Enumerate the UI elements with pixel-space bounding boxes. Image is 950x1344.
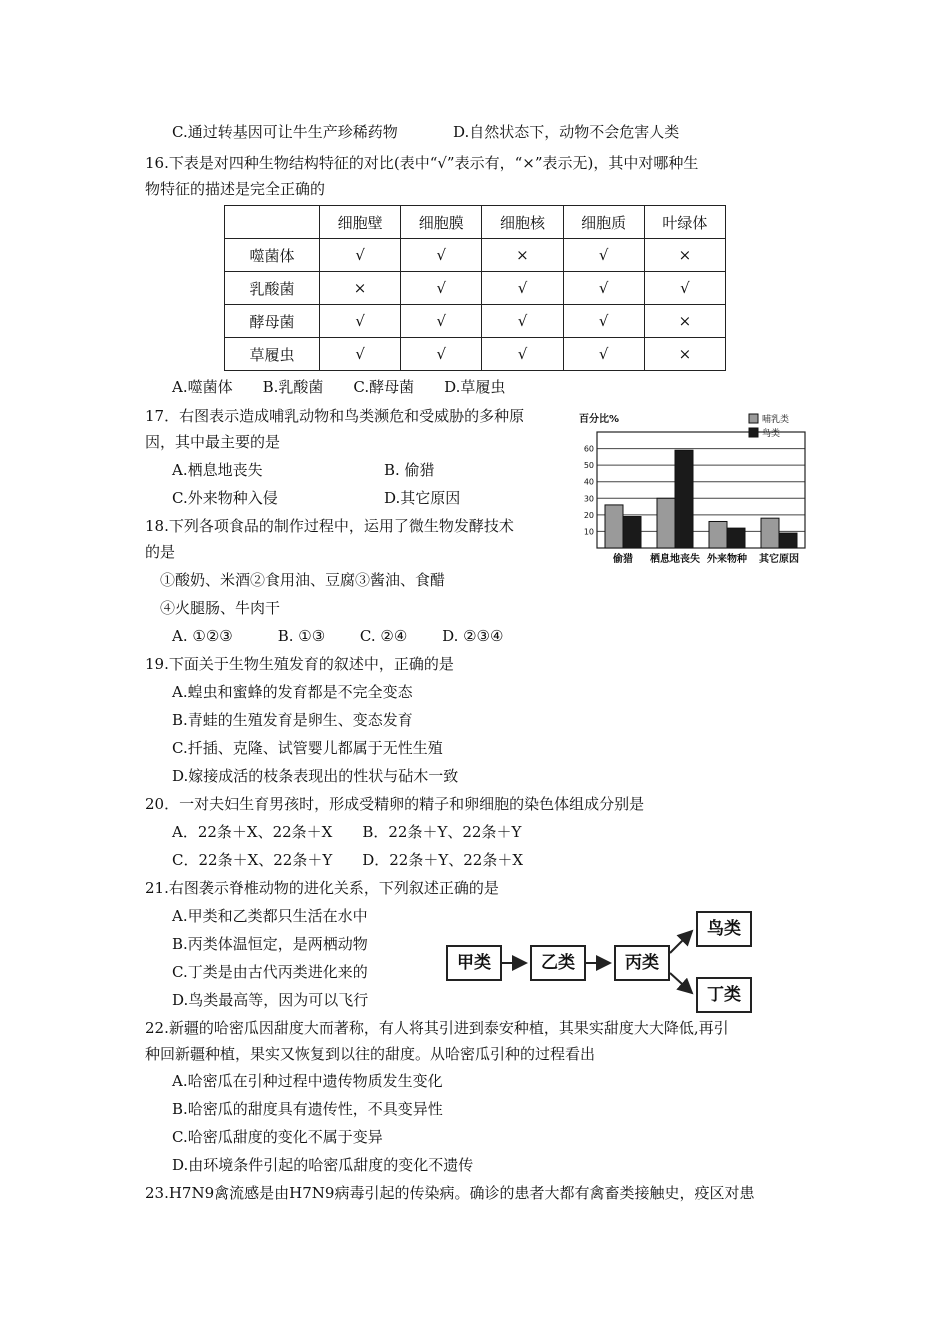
q17-option-c: C.外来物种入侵 <box>172 489 278 507</box>
q22-option-c: C.哈密瓜甜度的变化不属于变异 <box>172 1128 383 1146</box>
table-cell: 乳酸菌 <box>225 272 320 305</box>
table-cell: √ <box>320 338 401 371</box>
q21-option-b: B.丙类体温恒定，是两栖动物 <box>172 935 368 953</box>
q20-stem: 20．一对夫妇生育男孩时，形成受精卵的精子和卵细胞的染色体组成分别是 <box>145 795 645 813</box>
q20-options-ab: A．22条＋X、22条＋X B．22条＋Y、22条＋Y <box>172 823 522 841</box>
x-tick-label: 栖息地丧失 <box>650 554 700 565</box>
q19-option-c: C.扦插、克隆、试管婴儿都属于无性生殖 <box>172 739 443 757</box>
table-row <box>225 239 726 272</box>
q22-option-d: D.由环境条件引起的哈密瓜甜度的变化不遗传 <box>172 1156 474 1174</box>
q21-option-a: A.甲类和乙类都只生活在水中 <box>172 907 368 925</box>
q18-options: A. ①②③ B. ①③ C. ②④ D. ②③④ <box>172 627 504 645</box>
y-tick-label: 10 <box>583 527 594 537</box>
bar-bird <box>727 528 745 548</box>
y-axis-label: 百分比% <box>579 414 620 425</box>
legend-label: 鸟类 <box>762 429 781 439</box>
y-tick-label: 30 <box>583 494 594 504</box>
q22-option-b: B.哈密瓜的甜度具有遗传性，不具变异性 <box>172 1100 443 1118</box>
table-header-row <box>225 206 726 239</box>
q19-option-a: A.蝗虫和蜜蜂的发育都是不完全变态 <box>172 683 413 701</box>
q17-bar-chart <box>575 410 815 575</box>
q18-stem-line2: 的是 <box>145 543 176 561</box>
table-cell: √ <box>401 239 482 272</box>
bar-mammal <box>761 518 779 548</box>
q16-stem-line2: 物特征的描述是完全正确的 <box>145 180 326 198</box>
table-row <box>225 305 726 338</box>
table-cell: √ <box>563 239 644 272</box>
node-yi: 乙类 <box>530 945 586 981</box>
arrow-bing-ding <box>670 973 692 993</box>
table-header-cell: 细胞质 <box>563 206 644 239</box>
q21-evolution-diagram <box>440 905 760 1015</box>
node-niao: 鸟类 <box>696 911 752 947</box>
table-cell: × <box>644 305 725 338</box>
q19-stem: 19.下面关于生物生殖发育的叙述中，正确的是 <box>145 655 454 673</box>
q16-options: A.噬菌体 B.乳酸菌 C.酵母菌 D.草履虫 <box>172 378 506 396</box>
q20-options-cd: C．22条＋X、22条＋Y D．22条＋Y、22条＋X <box>172 851 524 869</box>
legend-swatch <box>749 428 758 437</box>
y-tick-label: 40 <box>583 477 594 487</box>
bar-bird <box>779 533 797 548</box>
diagram-arrows <box>440 905 760 1015</box>
table-header-cell <box>225 206 320 239</box>
q17-stem-line2: 因，其中最主要的是 <box>145 433 281 451</box>
legend-label: 哺乳类 <box>762 415 790 425</box>
x-tick-label: 其它原因 <box>759 554 799 565</box>
q18-stem-line1: 18.下列各项食品的制作过程中，运用了微生物发酵技术 <box>145 517 514 535</box>
table-cell: √ <box>401 338 482 371</box>
table-row <box>225 272 726 305</box>
q16-structure-table <box>224 205 726 371</box>
q15-option-c: C.通过转基因可让牛生产珍稀药物 <box>172 123 398 141</box>
y-tick-label: 60 <box>583 444 594 454</box>
table-cell: √ <box>320 305 401 338</box>
bar-mammal <box>709 521 727 548</box>
x-tick-label: 偷猎 <box>613 554 633 565</box>
table-cell: × <box>644 239 725 272</box>
q17-option-b: B. 偷猎 <box>384 461 435 479</box>
q17-option-a: A.栖息地丧失 <box>172 461 263 479</box>
table-header-cell: 叶绿体 <box>644 206 725 239</box>
q17-stem-line1: 17．右图表示造成哺乳动物和鸟类濒危和受威胁的多种原 <box>145 407 525 425</box>
table-cell: √ <box>482 305 563 338</box>
node-ding: 丁类 <box>696 977 752 1013</box>
q19-option-d: D.嫁接成活的枝条表现出的性状与砧木一致 <box>172 767 459 785</box>
q21-stem: 21.右图袭示脊椎动物的进化关系，下列叙述正确的是 <box>145 879 499 897</box>
bar-chart-svg <box>575 410 815 575</box>
table-cell: 噬菌体 <box>225 239 320 272</box>
node-jia: 甲类 <box>446 945 502 981</box>
table-cell: √ <box>563 305 644 338</box>
table-header-cell: 细胞核 <box>482 206 563 239</box>
q18-items-line1: ①酸奶、米酒②食用油、豆腐③酱油、食醋 <box>160 571 446 589</box>
table-cell: √ <box>644 272 725 305</box>
q22-stem-line1: 22.新疆的哈密瓜因甜度大而著称，有人将其引进到泰安种植，其果实甜度大大降低,再引 <box>145 1019 729 1037</box>
table-header-cell: 细胞壁 <box>320 206 401 239</box>
table-row <box>225 338 726 371</box>
x-tick-label: 外来物种 <box>707 554 747 565</box>
table-cell: √ <box>563 272 644 305</box>
bar-bird <box>623 517 641 548</box>
y-tick-label: 20 <box>583 510 594 520</box>
bar-bird <box>675 450 693 548</box>
q17-option-d: D.其它原因 <box>384 489 461 507</box>
q22-option-a: A.哈密瓜在引种过程中遗传物质发生变化 <box>172 1072 443 1090</box>
y-tick-label: 50 <box>583 461 594 471</box>
q21-option-d: D.鸟类最高等，因为可以飞行 <box>172 991 369 1009</box>
table-cell: 酵母菌 <box>225 305 320 338</box>
table-header-cell: 细胞膜 <box>401 206 482 239</box>
table-cell: √ <box>482 338 563 371</box>
legend-swatch <box>749 414 758 423</box>
bar-mammal <box>605 505 623 548</box>
table-cell: √ <box>401 272 482 305</box>
table-cell: √ <box>482 272 563 305</box>
table-cell: 草履虫 <box>225 338 320 371</box>
q19-option-b: B.青蛙的生殖发育是卵生、变态发育 <box>172 711 413 729</box>
q15-option-d: D.自然状态下，动物不会危害人类 <box>453 123 680 141</box>
q22-stem-line2: 种回新疆种植，果实又恢复到以往的甜度。从哈密瓜引种的过程看出 <box>145 1045 596 1063</box>
node-bing: 丙类 <box>614 945 670 981</box>
q23-stem: 23.H7N9禽流感是由H7N9病毒引起的传染病。确诊的患者大都有禽畜类接触史，疫区对患 <box>145 1184 755 1202</box>
q18-items-line2: ④火腿肠、牛肉干 <box>160 599 281 617</box>
table-cell: √ <box>401 305 482 338</box>
bar-mammal <box>657 498 675 548</box>
table-cell: × <box>320 272 401 305</box>
table-cell: √ <box>320 239 401 272</box>
q16-stem-line1: 16.下表是对四种生物结构特征的对比(表中“√”表示有，“×”表示无)，其中对哪种生 <box>145 154 699 172</box>
table-cell: × <box>482 239 563 272</box>
q21-option-c: C.丁类是由古代丙类进化来的 <box>172 963 368 981</box>
arrow-bing-niao <box>670 931 692 953</box>
table-cell: √ <box>563 338 644 371</box>
table-cell: × <box>644 338 725 371</box>
